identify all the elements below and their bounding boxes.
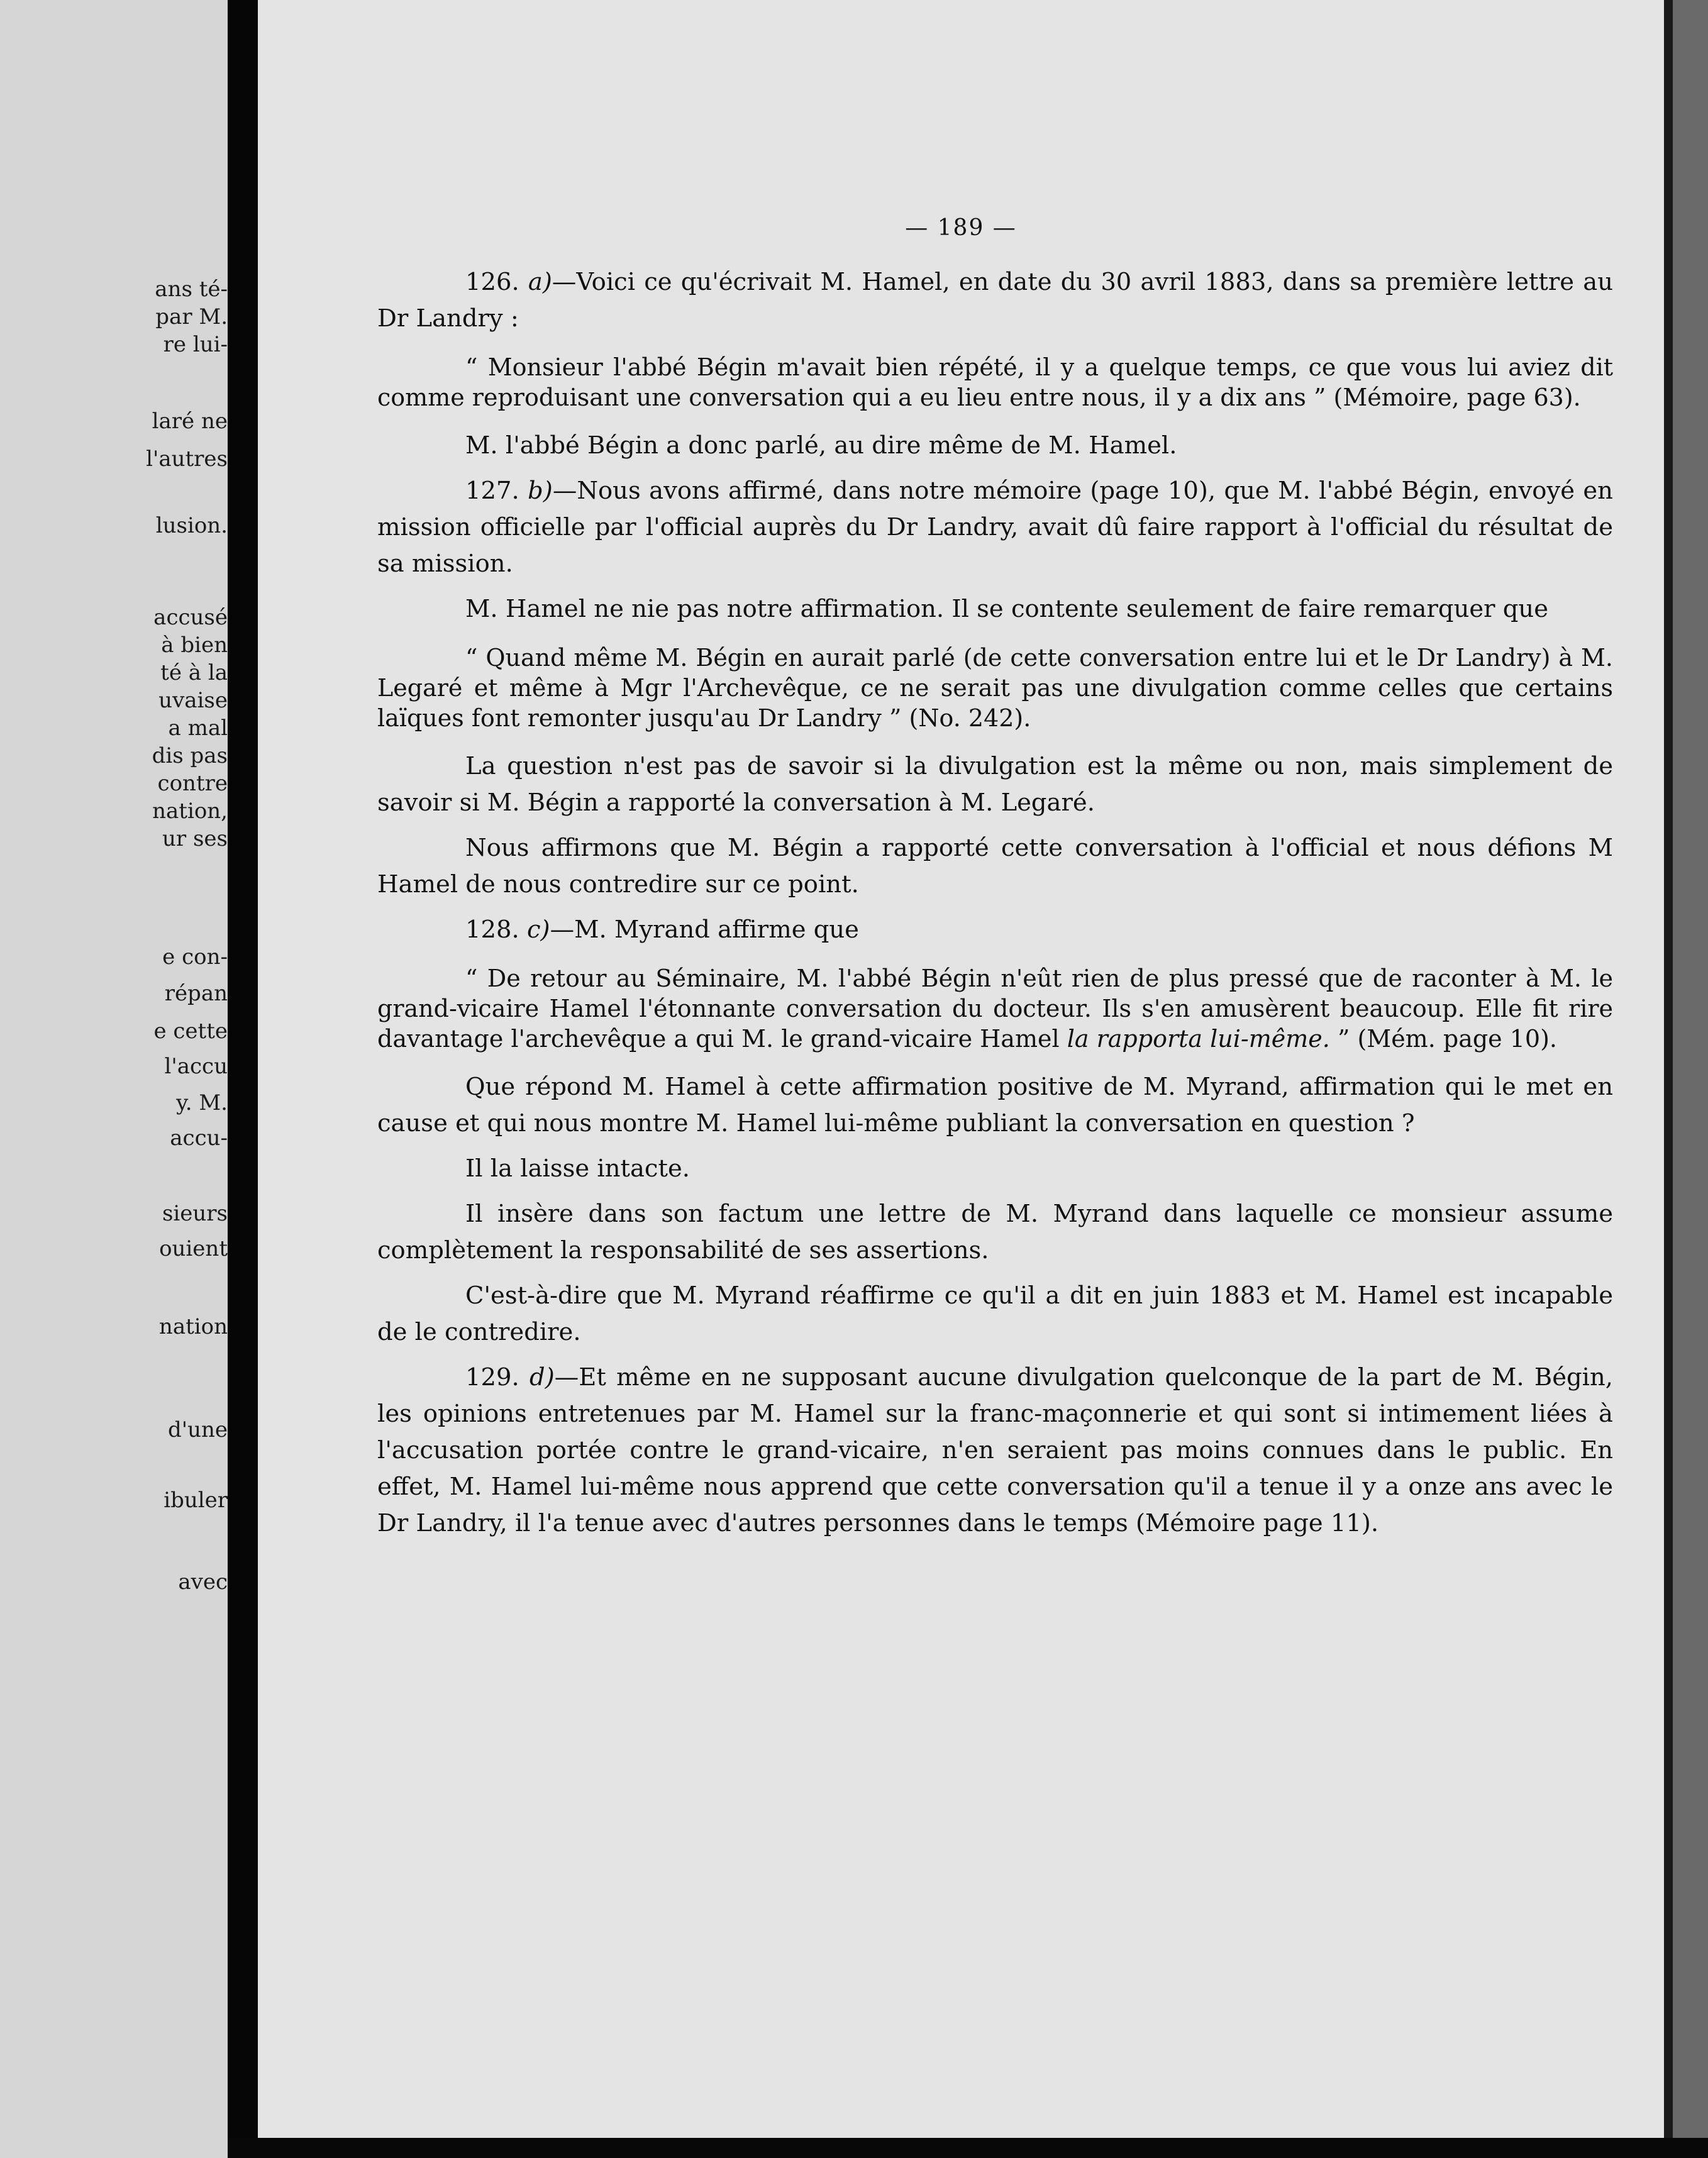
margin-fragment: e cette — [153, 1019, 228, 1044]
book-gutter — [228, 0, 258, 2158]
margin-fragment: nation, — [152, 799, 228, 824]
paragraph-letter: d) — [530, 1363, 555, 1392]
paragraph: M. l'abbé Bégin a donc parlé, au dire même de M. Hamel. — [465, 431, 1177, 460]
paragraph-letter: c) — [526, 916, 550, 944]
margin-fragment: répan — [164, 981, 228, 1006]
block-quote — [377, 963, 1613, 1054]
paragraph-text: —Nous avons affirmé, dans notre mémoire (page 10), que M. l'abbé Bégin, envoyé en mission officielle par l'official auprès du Dr Landry, avait dû faire rapport à l'official du résultat de sa mission. — [377, 477, 1613, 578]
margin-fragment: ouient — [159, 1236, 228, 1261]
paragraph-text: —Voici ce qu'écrivait M. Hamel, en date du 30 avril 1883, dans sa première lettre au Dr Landry : — [377, 268, 1613, 333]
paragraph — [377, 1359, 1613, 1542]
paragraph-number: 129. — [465, 1363, 519, 1392]
paragraph: Nous affirmons que M. Bégin a rapporté cette conversation à l'official et nous défions M Hamel de nous contredire sur ce point. — [377, 834, 1613, 899]
margin-fragment: avec — [178, 1569, 228, 1595]
paragraph: Il insère dans son factum une lettre de M. Myrand dans laquelle ce monsieur assume complètement la responsabilité de ses assertions. — [377, 1200, 1613, 1264]
paragraph-number: 127. — [465, 477, 519, 505]
margin-fragment: sieurs — [162, 1201, 228, 1226]
margin-fragment: d'une — [167, 1417, 228, 1442]
margin-fragment: laré ne — [152, 409, 228, 434]
paragraph: Que répond M. Hamel à cette affirmation positive de M. Myrand, affirmation qui le met en cause et qui nous montre M. Hamel lui-même publiant la conversation en question ? — [377, 1073, 1613, 1137]
paragraph: C'est-à-dire que M. Myrand réaffirme ce qu'il a dit en juin 1883 et M. Hamel est incapable de le contredire. — [377, 1281, 1613, 1346]
paragraph: M. Hamel ne nie pas notre affirmation. Il se contente seulement de faire remarquer que — [465, 595, 1549, 623]
block-quote: “ Monsieur l'abbé Bégin m'avait bien répété, il y a quelque temps, ce que vous lui aviez dit comme reproduisant une conversation qui a eu lieu entre nous, il y a dix ans ” (Mémoire, page 63). — [377, 353, 1613, 411]
margin-fragment: nation — [158, 1314, 228, 1339]
page-body — [377, 264, 1613, 1551]
margin-fragment: y. M. — [176, 1090, 228, 1115]
quote-text: “ De retour au Séminaire, M. l'abbé Bégin n'eût rien de plus pressé que de raconter à M. le grand-vicaire Hamel l'étonnante conversation du docteur. Ils s'en amusèrent beaucoup. Elle fit rire davantage l'archevêque a qui M. le grand-vicaire Hamel — [377, 965, 1613, 1053]
paragraph — [377, 912, 1613, 948]
quote-emphasis: la rapporta lui-même. — [1067, 1025, 1330, 1053]
margin-fragment: a mal — [168, 716, 228, 741]
margin-fragment: par M. — [155, 304, 228, 329]
margin-fragment: ur ses — [162, 826, 228, 851]
paragraph-letter: b) — [528, 477, 553, 505]
facing-page-fragment — [0, 0, 228, 2158]
margin-fragment: à bien — [161, 633, 228, 658]
margin-fragment: e con- — [162, 944, 228, 970]
paragraph-text: —M. Myrand affirme que — [550, 916, 859, 944]
margin-fragment: ans té- — [155, 277, 228, 302]
scan-border — [228, 2138, 1708, 2158]
margin-fragment: l'accu — [164, 1054, 228, 1079]
margin-fragment: dis pas — [152, 743, 228, 768]
margin-fragment: accusé — [153, 605, 228, 630]
page-number: — 189 — — [905, 215, 1017, 241]
paragraph-number: 128. — [465, 916, 519, 944]
margin-fragment: l'autres — [146, 446, 228, 472]
margin-fragment: contre — [157, 771, 228, 796]
margin-fragment: uvaise — [158, 688, 228, 713]
margin-fragment: re lui- — [163, 332, 228, 357]
margin-fragment: lusion. — [155, 513, 228, 538]
margin-fragment: accu- — [170, 1126, 228, 1151]
paragraph-text: —Et même en ne supposant aucune divulgation quelconque de la part de M. Bégin, les opinions entretenues par M. Hamel sur la franc-maçonnerie et qui sont si intimement liées à l'accusation portée contre le grand-vicaire, n'en seraient pas moins connues dans le public. En effet, M. Hamel lui-même nous apprend que cette conversation qu'il a tenue il y a onze ans avec le Dr Landry, il l'a tenue avec d'autres personnes dans le temps (Mémoire page 11). — [377, 1363, 1613, 1537]
block-quote: “ Quand même M. Bégin en aurait parlé (de cette conversation entre lui et le Dr Landry) à M. Legaré et même à Mgr l'Archevêque, ce ne serait pas une divulgation comme celles que certains laïques font remonter jusqu'au Dr Landry ” (No. 242). — [377, 644, 1613, 732]
paragraph: La question n'est pas de savoir si la divulgation est la même ou non, mais simplement de savoir si M. Bégin a rapporté la conversation à M. Legaré. — [377, 752, 1613, 817]
margin-fragment: ibuler — [164, 1488, 228, 1513]
paragraph-letter: a) — [528, 268, 552, 296]
paragraph-number: 126. — [465, 268, 519, 296]
book-page — [258, 0, 1664, 2158]
page-edge — [1664, 0, 1708, 2158]
quote-citation: ” (Mém. page 10). — [1329, 1025, 1558, 1053]
margin-fragment: té à la — [160, 660, 228, 685]
paragraph — [377, 264, 1613, 337]
paragraph — [377, 473, 1613, 582]
paragraph: Il la laisse intacte. — [465, 1154, 690, 1183]
